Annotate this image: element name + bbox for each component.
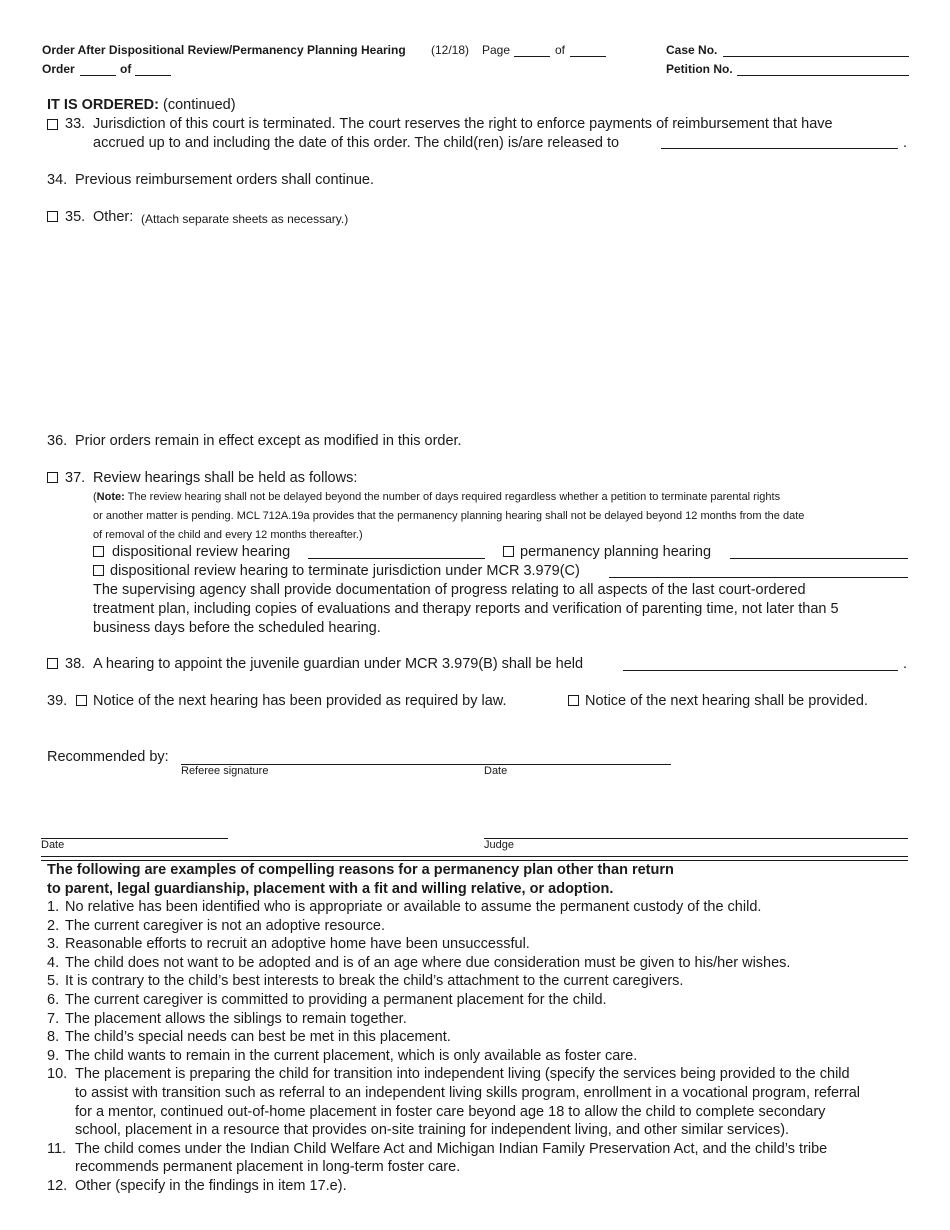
reason-number: 1. [47,899,60,915]
order-label: Order [42,62,75,76]
reason-text: No relative has been identified who is appropriate or available to assume the permanent custody of the child. [65,899,762,915]
notice-provided-label: Notice of the next hearing has been provided as required by law. [93,693,507,709]
judge-date-field[interactable] [41,838,228,839]
recommended-by-label: Recommended by: [47,749,169,765]
item-37-note-open: ( [93,491,97,503]
reason-text: The placement is preparing the child for transition into independent living (specify the services being provided to the child [75,1066,850,1083]
judge-label: Judge [484,839,514,851]
item-37-note-line3: of removal of the child and every 12 months thereafter.) [93,529,363,541]
item-34-number: 34. [47,172,68,188]
case-no-label: Case No. [666,43,718,57]
reason-text: to assist with transition such as referral to an independent living skills program, enrollment in a vocational program, referral [75,1085,860,1101]
item-37-note-line1-text: The review hearing shall not be delayed beyond the number of days required regardless whether a petition to terminate parental rights [124,491,781,503]
agency-text-line2: treatment plan, including copies of evaluations and therapy reports and verification of parenting time, not later than 5 [93,601,839,617]
reason-text: recommends permanent placement in long-term foster care. [75,1159,461,1176]
item-33-checkbox[interactable] [47,119,58,130]
item-34-text: Previous reimbursement orders shall continue. [75,172,374,188]
notice-shall-label: Notice of the next hearing shall be provided. [585,693,868,709]
page-total-field[interactable] [570,56,606,57]
item-33-number: 33. [65,116,86,132]
item-37-text: Review hearings shall be held as follows: [93,470,358,486]
terminate-jurisdiction-date-field[interactable] [609,577,908,578]
agency-text-line1: The supervising agency shall provide documentation of progress relating to all aspects of the last court-ordered [93,582,806,598]
reason-number: 5. [47,973,60,990]
reason-number: 2. [47,917,60,934]
item-38-hearing-date-field[interactable] [623,670,898,671]
reason-text: The child does not want to be adopted and is of an age where due consideration must be given to his/her wishes. [65,954,791,971]
reason-text: The current caregiver is not an adoptive resource. [65,917,385,934]
item-36-text: Prior orders remain in effect except as modified in this order. [75,433,462,449]
item-37-checkbox[interactable] [47,472,58,483]
page-label: Page [482,43,511,57]
page-number-field[interactable] [514,56,550,57]
reason-number: 7. [47,1010,60,1027]
item-38-number: 38. [65,656,86,672]
page-of-label: of [555,43,566,57]
referee-date-label: Date [484,765,508,777]
reason-number: 9. [47,1047,60,1064]
order-total-field[interactable] [135,75,171,76]
item-33-released-to-field[interactable] [661,148,898,149]
section-heading-label: IT IS ORDERED: [47,97,159,113]
dispositional-review-label: dispositional review hearing [112,544,291,560]
reason-text: The child’s special needs can best be met in this placement. [65,1029,451,1046]
reason-number: 3. [47,936,60,953]
item-35-checkbox[interactable] [47,211,58,222]
section-heading-suffix: (continued) [163,97,236,113]
case-no-field[interactable] [723,56,909,57]
reason-text: Other (specify in the findings in item 17.e). [75,1178,347,1194]
reason-text: school, placement in a resource that provides on-site training for independent living, and other similar services). [75,1122,790,1139]
item-33-text-line2: accrued up to and including the date of this order. The child(ren) is/are released to [93,135,620,151]
reason-number: 8. [47,1029,60,1046]
reason-number: 12. [47,1178,68,1194]
item-35-label: Other: [93,209,134,225]
order-of-label: of [120,62,132,76]
item-37-note-line2: or another matter is pending. MCL 712A.19a provides that the permanency planning hearing shall not be delayed beyond 12 months from the date [93,510,805,522]
item-36-number: 36. [47,433,68,449]
order-number-field[interactable] [80,75,116,76]
petition-no-label: Petition No. [666,62,733,76]
item-37-number: 37. [65,470,86,486]
reason-text: for a mentor, continued out-of-home placement in foster care beyond age 18 to allow the child to complete secondary [75,1103,826,1120]
section-divider-bottom [41,860,908,861]
reason-text: Reasonable efforts to recruit an adoptive home have been unsuccessful. [65,936,530,953]
judge-date-label: Date [41,839,65,851]
reason-number: 4. [47,954,60,971]
section-divider-top [41,856,908,857]
reason-number: 10. [47,1066,68,1083]
judge-signature-field[interactable] [484,838,908,839]
reasons-heading-line2: to parent, legal guardianship, placement with a fit and willing relative, or adoption. [47,881,614,897]
terminate-jurisdiction-checkbox[interactable] [93,565,104,576]
dispositional-review-date-field[interactable] [308,558,485,559]
form-revision: (12/18) [431,43,470,57]
item-37-note-bold: Note: [96,491,125,503]
dispositional-review-checkbox[interactable] [93,546,104,557]
reason-text: The placement allows the siblings to remain together. [65,1010,407,1027]
item-38-text: A hearing to appoint the juvenile guardian under MCR 3.979(B) shall be held [93,656,584,672]
notice-shall-checkbox[interactable] [568,695,579,706]
permanency-planning-label: permanency planning hearing [520,544,712,560]
reason-text: It is contrary to the child’s best interests to break the child’s attachment to the current caregivers. [65,973,684,990]
item-33-period: . [903,135,908,151]
item-33-text-line1: Jurisdiction of this court is terminated. The court reserves the right to enforce payments of reimbursement that have [93,116,833,132]
item-35-number: 35. [65,209,86,225]
reasons-heading-line1: The following are examples of compelling reasons for a permanency plan other than return [47,862,674,878]
item-37-note-line1 [93,491,780,503]
form-title: Order After Dispositional Review/Permanency Planning Hearing [42,43,406,57]
item-38-period: . [903,656,908,672]
reason-text: The current caregiver is committed to providing a permanent placement for the child. [65,992,607,1008]
referee-signature-label: Referee signature [181,765,269,777]
item-35-note: (Attach separate sheets as necessary.) [141,212,349,226]
section-heading [47,97,236,113]
petition-no-field[interactable] [737,75,909,76]
reason-number: 11. [47,1140,67,1157]
agency-text-line3: business days before the scheduled hearing. [93,620,381,636]
item-38-checkbox[interactable] [47,658,58,669]
terminate-jurisdiction-label: dispositional review hearing to terminate jurisdiction under MCR 3.979(C) [110,563,580,579]
item-39-number: 39. [47,693,68,709]
reason-text: The child wants to remain in the current placement, which is only available as foster care. [65,1047,638,1064]
item-35-other-text-area[interactable] [93,232,908,422]
notice-provided-checkbox[interactable] [76,695,87,706]
reason-text: The child comes under the Indian Child Welfare Act and Michigan Indian Family Preservation Act, and the child’s tribe [75,1140,828,1157]
reason-number: 6. [47,992,60,1008]
permanency-planning-date-field[interactable] [730,558,908,559]
permanency-planning-checkbox[interactable] [503,546,514,557]
